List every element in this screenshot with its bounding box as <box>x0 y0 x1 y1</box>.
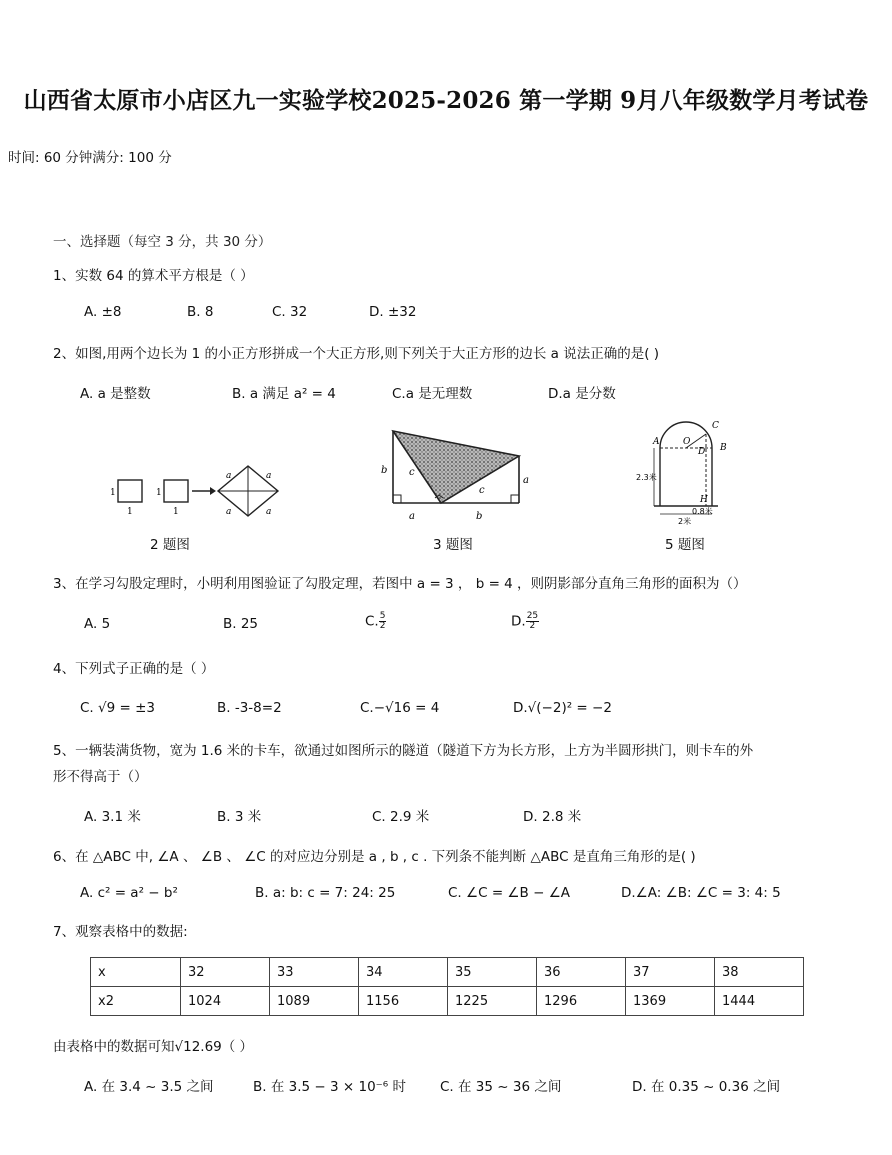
section-heading: 一、选择题（每空 3 分，共 30 分） <box>53 234 272 250</box>
question-1: 1、实数 64 的算术平方根是（ ） <box>53 268 254 284</box>
fig3-caption: 3 题图 <box>433 537 473 553</box>
fig5-label: O <box>683 437 691 447</box>
figure-5 <box>636 418 750 528</box>
fig5-label: 2米 <box>678 517 692 526</box>
fig5-label: H <box>700 495 708 505</box>
q7-option-d: D. 在 0.35 ~ 0.36 之间 <box>632 1079 781 1095</box>
fig3-label: b <box>476 511 483 522</box>
q2-option-a: A. a 是整数 <box>80 386 151 402</box>
q3-option-c <box>365 612 386 631</box>
fig3-label: c <box>479 485 485 496</box>
q6-option-a: A. c² = a² − b² <box>80 885 178 901</box>
q4-option-b: B. -3-8=2 <box>217 700 282 716</box>
small-square-1 <box>118 480 142 502</box>
table-cell: x <box>91 958 181 987</box>
q5-option-a: A. 3.1 米 <box>84 809 141 825</box>
question-2: 2、如图,用两个边长为 1 的小正方形拼成一个大正方形,则下列关于大正方形的边长 a 说法正确的是( ) <box>53 346 660 362</box>
table-cell: 33 <box>270 958 359 987</box>
table-cell: 36 <box>537 958 626 987</box>
exam-meta: 时间: 60 分钟满分: 100 分 <box>8 150 172 166</box>
q6-option-c: C. ∠C = ∠B − ∠A <box>448 885 571 901</box>
fraction <box>379 612 387 631</box>
q3-option-c-label: C. <box>365 613 379 630</box>
q3-option-d <box>511 612 539 631</box>
figure-3 <box>375 425 535 530</box>
fig5-label: B <box>720 443 727 453</box>
fig3-label: b <box>381 465 388 476</box>
question-3: 3、在学习勾股定理时，小明利用图验证了勾股定理，若图中 a = 3 ， b = 4 ，则阴影部分直角三角形的面积为（） <box>53 576 747 592</box>
denominator: 2 <box>379 621 386 631</box>
question-7: 7、观察表格中的数据: <box>53 924 188 940</box>
numerator: 5 <box>379 611 386 621</box>
q4-option-d: D.√(−2)² = −2 <box>513 700 612 716</box>
table-cell: 37 <box>626 958 715 987</box>
table-cell: 34 <box>359 958 448 987</box>
fig5-label: C <box>712 421 719 431</box>
q2-option-b: B. a 满足 a² = 4 <box>232 386 336 402</box>
table-cell: 1024 <box>181 987 270 1016</box>
fig2-label: a <box>266 507 272 517</box>
table-row <box>91 958 804 987</box>
table-cell: x2 <box>91 987 181 1016</box>
table-cell: 1089 <box>270 987 359 1016</box>
q1-option-a: A. ±8 <box>84 304 122 320</box>
q1-option-c: C. 32 <box>272 304 308 320</box>
fig3-label: a <box>409 511 415 522</box>
table-cell: 32 <box>181 958 270 987</box>
question-5-line-2: 形不得高于（） <box>53 769 148 785</box>
question-7-followup: 由表格中的数据可知√12.69（ ） <box>53 1039 254 1055</box>
small-square-2 <box>164 480 188 502</box>
table-cell: 35 <box>448 958 537 987</box>
fig5-caption: 5 题图 <box>665 537 705 553</box>
table-cell: 38 <box>715 958 804 987</box>
q7-option-c: C. 在 35 ~ 36 之间 <box>440 1079 562 1095</box>
table-cell: 1156 <box>359 987 448 1016</box>
right-angle-mark <box>511 495 519 503</box>
q5-option-b: B. 3 米 <box>217 809 262 825</box>
fig2-label: a <box>226 507 232 517</box>
fig2-caption: 2 题图 <box>150 537 190 553</box>
fig5-label: 0.8米 <box>692 507 713 516</box>
fig2-label: a <box>226 471 232 481</box>
q1-option-d: D. ±32 <box>369 304 417 320</box>
q4-option-c: C.−√16 = 4 <box>360 700 440 716</box>
fig5-label: A <box>653 437 660 447</box>
right-angle-mark <box>393 495 401 503</box>
fraction <box>526 612 539 631</box>
denominator: 2 <box>529 621 536 631</box>
data-table <box>90 957 804 1016</box>
table-cell: 1296 <box>537 987 626 1016</box>
q1-option-b: B. 8 <box>187 304 214 320</box>
fig5-label: D <box>698 447 706 457</box>
table-cell: 1225 <box>448 987 537 1016</box>
fig5-label: 2.3米 <box>636 473 657 482</box>
page-title: 山西省太原市小店区九一实验学校2025-2026 第一学期 9月八年级数学月考试卷 <box>23 87 869 114</box>
table-cell: 1444 <box>715 987 804 1016</box>
fig2-label: a <box>266 471 272 481</box>
fig2-label: 1 <box>127 507 133 517</box>
arrow-head <box>210 487 216 495</box>
fig3-label: c <box>409 467 415 478</box>
figure-2 <box>100 460 290 530</box>
q3-option-a: A. 5 <box>84 616 111 632</box>
q7-option-a: A. 在 3.4 ~ 3.5 之间 <box>84 1079 214 1095</box>
numerator: 25 <box>526 611 539 621</box>
fig2-label: 1 <box>173 507 179 517</box>
q6-option-b: B. a: b: c = 7: 24: 25 <box>255 885 396 901</box>
fig3-label: a <box>523 475 529 486</box>
table-cell: 1369 <box>626 987 715 1016</box>
q3-option-d-label: D. <box>511 613 526 630</box>
q4-option-a: C. √9 = ±3 <box>80 700 155 716</box>
table-row <box>91 987 804 1016</box>
question-6: 6、在 △ABC 中, ∠A 、 ∠B 、 ∠C 的对应边分别是 a , b , c . 下列条不能判断 △ABC 是直角三角形的是( ) <box>53 849 696 865</box>
fig2-label: 1 <box>110 488 116 498</box>
q5-option-d: D. 2.8 米 <box>523 809 582 825</box>
q2-option-c: C.a 是无理数 <box>392 386 473 402</box>
question-5-line-1: 5、一辆装满货物，宽为 1.6 米的卡车，欲通过如图所示的隧道（隧道下方为长方形，上方为半圆形拱门，则卡车的外 <box>53 743 754 759</box>
fig2-label: 1 <box>156 488 162 498</box>
q2-option-d: D.a 是分数 <box>548 386 616 402</box>
q6-option-d: D.∠A: ∠B: ∠C = 3: 4: 5 <box>621 885 781 901</box>
q5-option-c: C. 2.9 米 <box>372 809 430 825</box>
tunnel-outline <box>660 422 712 506</box>
question-4: 4、下列式子正确的是（ ） <box>53 661 215 677</box>
q3-option-b: B. 25 <box>223 616 259 632</box>
q7-option-b: B. 在 3.5 − 3 × 10⁻⁶ 时 <box>253 1079 406 1095</box>
